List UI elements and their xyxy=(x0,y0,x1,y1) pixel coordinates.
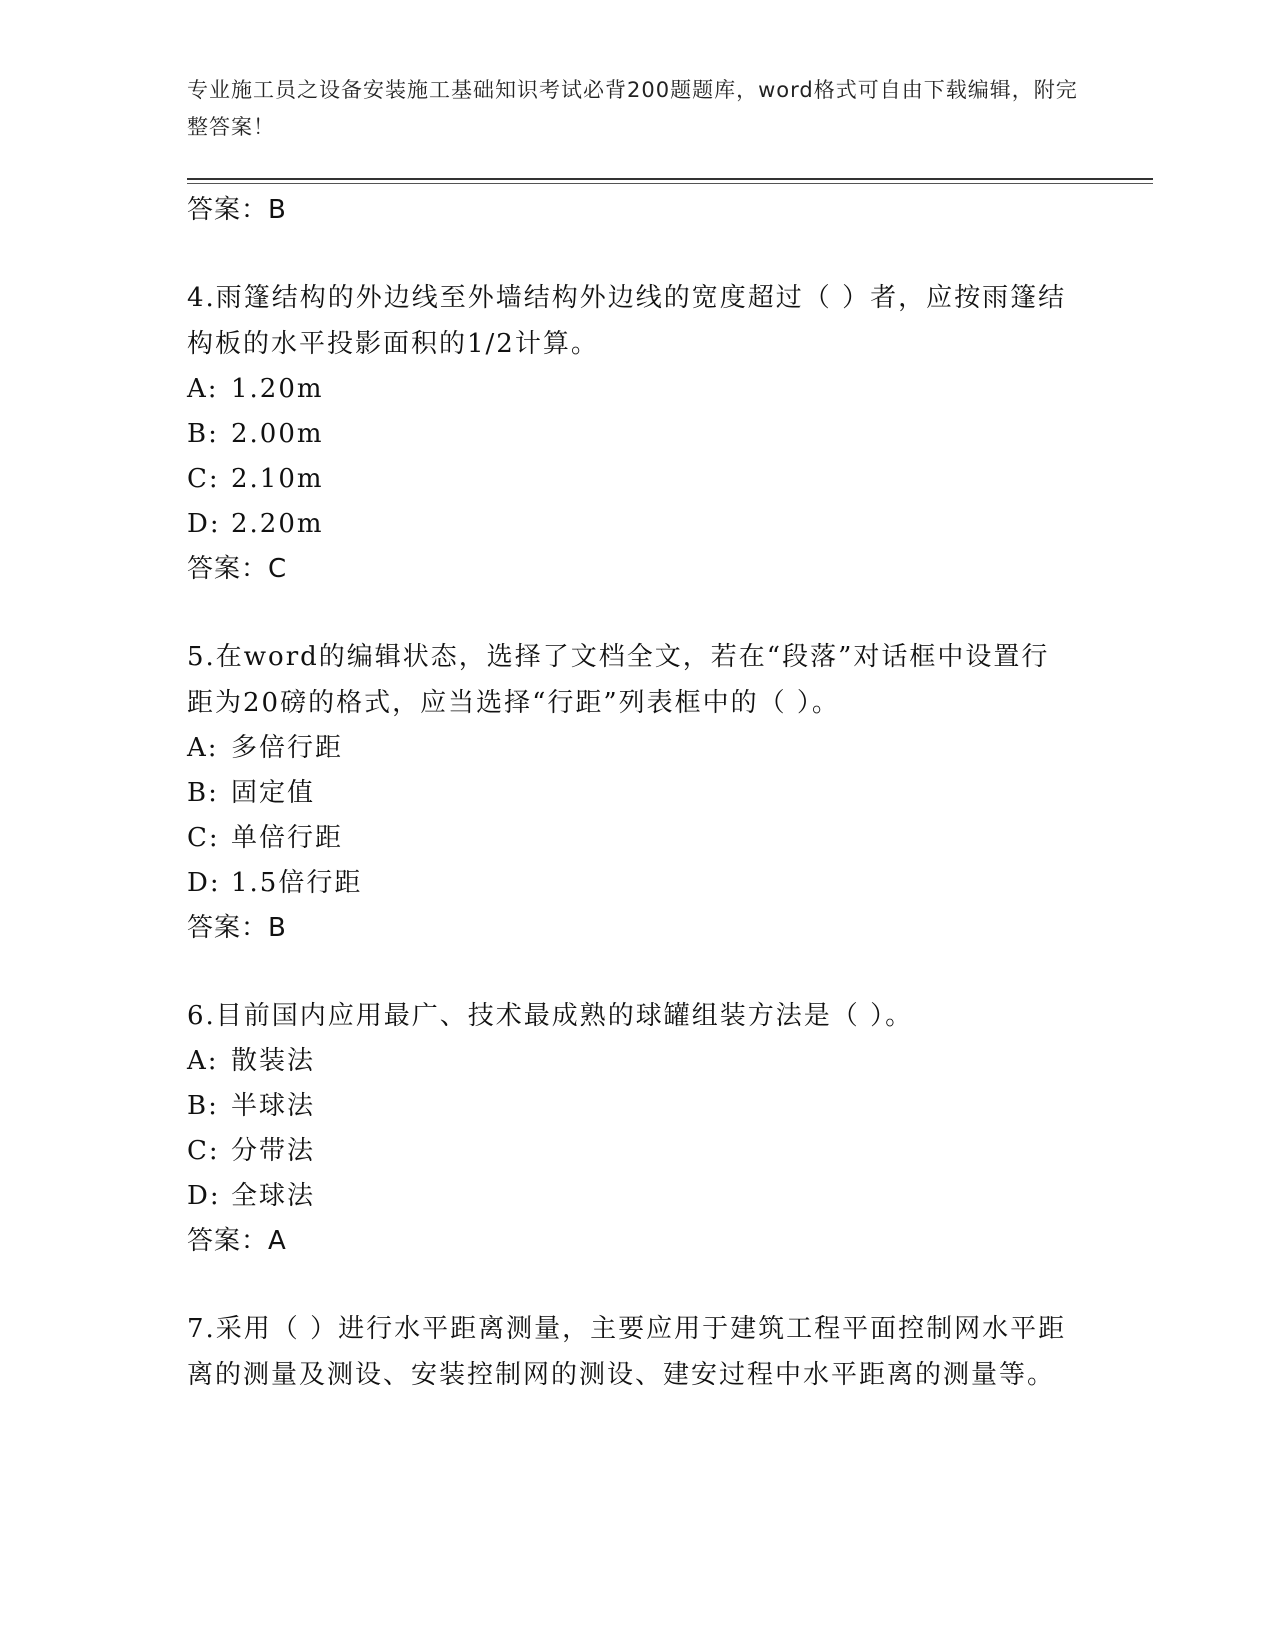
option-a xyxy=(187,367,1087,412)
question-stem: 7.采用（ ）进行水平距离测量，主要应用于建筑工程平面控制网水平距离的测量及测设、安装控制网的测设、建安过程中水平距离的测量等。 xyxy=(187,1314,1067,1390)
option-d xyxy=(187,861,1087,906)
question-6 xyxy=(187,993,1087,1264)
option-label: C: xyxy=(187,823,220,853)
option-b xyxy=(187,1084,1087,1129)
option-text: 2.20m xyxy=(231,509,324,539)
header-title: 专业施工员之设备安装施工基础知识考试必背200题题库，word格式可自由下载编辑，附完整答案！ xyxy=(187,78,1078,139)
option-b xyxy=(187,771,1087,816)
option-b xyxy=(187,412,1087,457)
answer: 答案：B xyxy=(187,913,287,943)
option-text: 固定值 xyxy=(231,778,316,808)
option-label: A: xyxy=(187,374,219,404)
option-text: 1.5倍行距 xyxy=(231,868,363,898)
option-label: A: xyxy=(187,733,219,763)
option-a xyxy=(187,1039,1087,1084)
option-label: D: xyxy=(187,509,221,539)
option-a xyxy=(187,726,1087,771)
option-c xyxy=(187,457,1087,502)
answer: 答案：A xyxy=(187,1226,287,1256)
question-stem: 4.雨篷结构的外边线至外墙结构外边线的宽度超过（ ）者，应按雨篷结构板的水平投影面积的1/2计算。 xyxy=(187,283,1067,359)
question-4 xyxy=(187,275,1087,592)
option-d xyxy=(187,502,1087,547)
option-label: A: xyxy=(187,1046,219,1076)
question-7 xyxy=(187,1306,1087,1398)
option-label: B: xyxy=(187,419,219,449)
option-text: 2.10m xyxy=(231,464,324,494)
question-stem: 6.目前国内应用最广、技术最成熟的球罐组装方法是（ ）。 xyxy=(187,1001,914,1031)
question-list xyxy=(187,188,1087,1440)
option-label: B: xyxy=(187,1091,219,1121)
option-label: C: xyxy=(187,464,220,494)
option-label: B: xyxy=(187,778,219,808)
option-text: 散装法 xyxy=(231,1046,316,1076)
option-d xyxy=(187,1174,1087,1219)
option-c xyxy=(187,816,1087,861)
option-text: 单倍行距 xyxy=(231,823,344,853)
option-text: 全球法 xyxy=(231,1181,316,1211)
question-5 xyxy=(187,634,1087,951)
option-text: 1.20m xyxy=(231,374,324,404)
option-label: C: xyxy=(187,1136,220,1166)
previous-answer: 答案：B xyxy=(187,195,287,225)
option-c xyxy=(187,1129,1087,1174)
option-text: 分带法 xyxy=(231,1136,316,1166)
option-text: 半球法 xyxy=(231,1091,316,1121)
header-divider-thin xyxy=(187,183,1153,184)
header-divider-thick xyxy=(187,178,1153,180)
option-text: 多倍行距 xyxy=(231,733,344,763)
page-header xyxy=(187,72,1087,146)
option-label: D: xyxy=(187,1181,221,1211)
option-label: D: xyxy=(187,868,221,898)
option-text: 2.00m xyxy=(231,419,324,449)
question-stem: 5.在word的编辑状态，选择了文档全文，若在“段落”对话框中设置行距为20磅的格式，应当选择“行距”列表框中的（ ）。 xyxy=(187,642,1050,718)
answer: 答案：C xyxy=(187,554,288,584)
